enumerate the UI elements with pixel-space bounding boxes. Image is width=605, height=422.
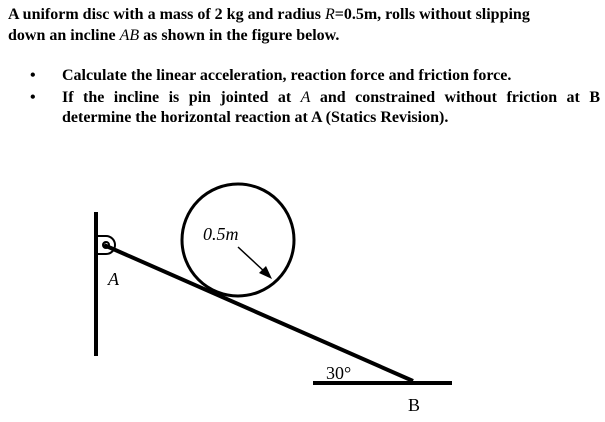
- radius-label: 0.5m: [203, 224, 239, 244]
- point-b-label: B: [408, 395, 421, 415]
- point-a-label: A: [108, 269, 119, 289]
- intro-text-1a: A uniform disc with a mass of 2 kg and radius: [8, 6, 325, 23]
- radius-arrow-shaft: [238, 247, 266, 273]
- intro-text-2a: down an incline: [8, 27, 120, 44]
- point-a-symbol: A: [300, 89, 311, 106]
- task-text-b: and constrained without friction at B determine the horizontal reaction at A (Statics Revision).: [62, 89, 600, 126]
- intro-text-1b: =0.5m, rolls without slipping: [334, 6, 530, 23]
- task-text: Calculate the linear acceleration, reaction force and friction force.: [62, 67, 512, 84]
- task-text-a: If the incline is pin jointed at: [62, 89, 301, 106]
- radius-symbol: R: [324, 6, 335, 23]
- intro-text-2b: as shown in the figure below.: [139, 27, 340, 44]
- angle-label: 30°: [326, 363, 352, 383]
- incline-symbol: AB: [119, 27, 140, 44]
